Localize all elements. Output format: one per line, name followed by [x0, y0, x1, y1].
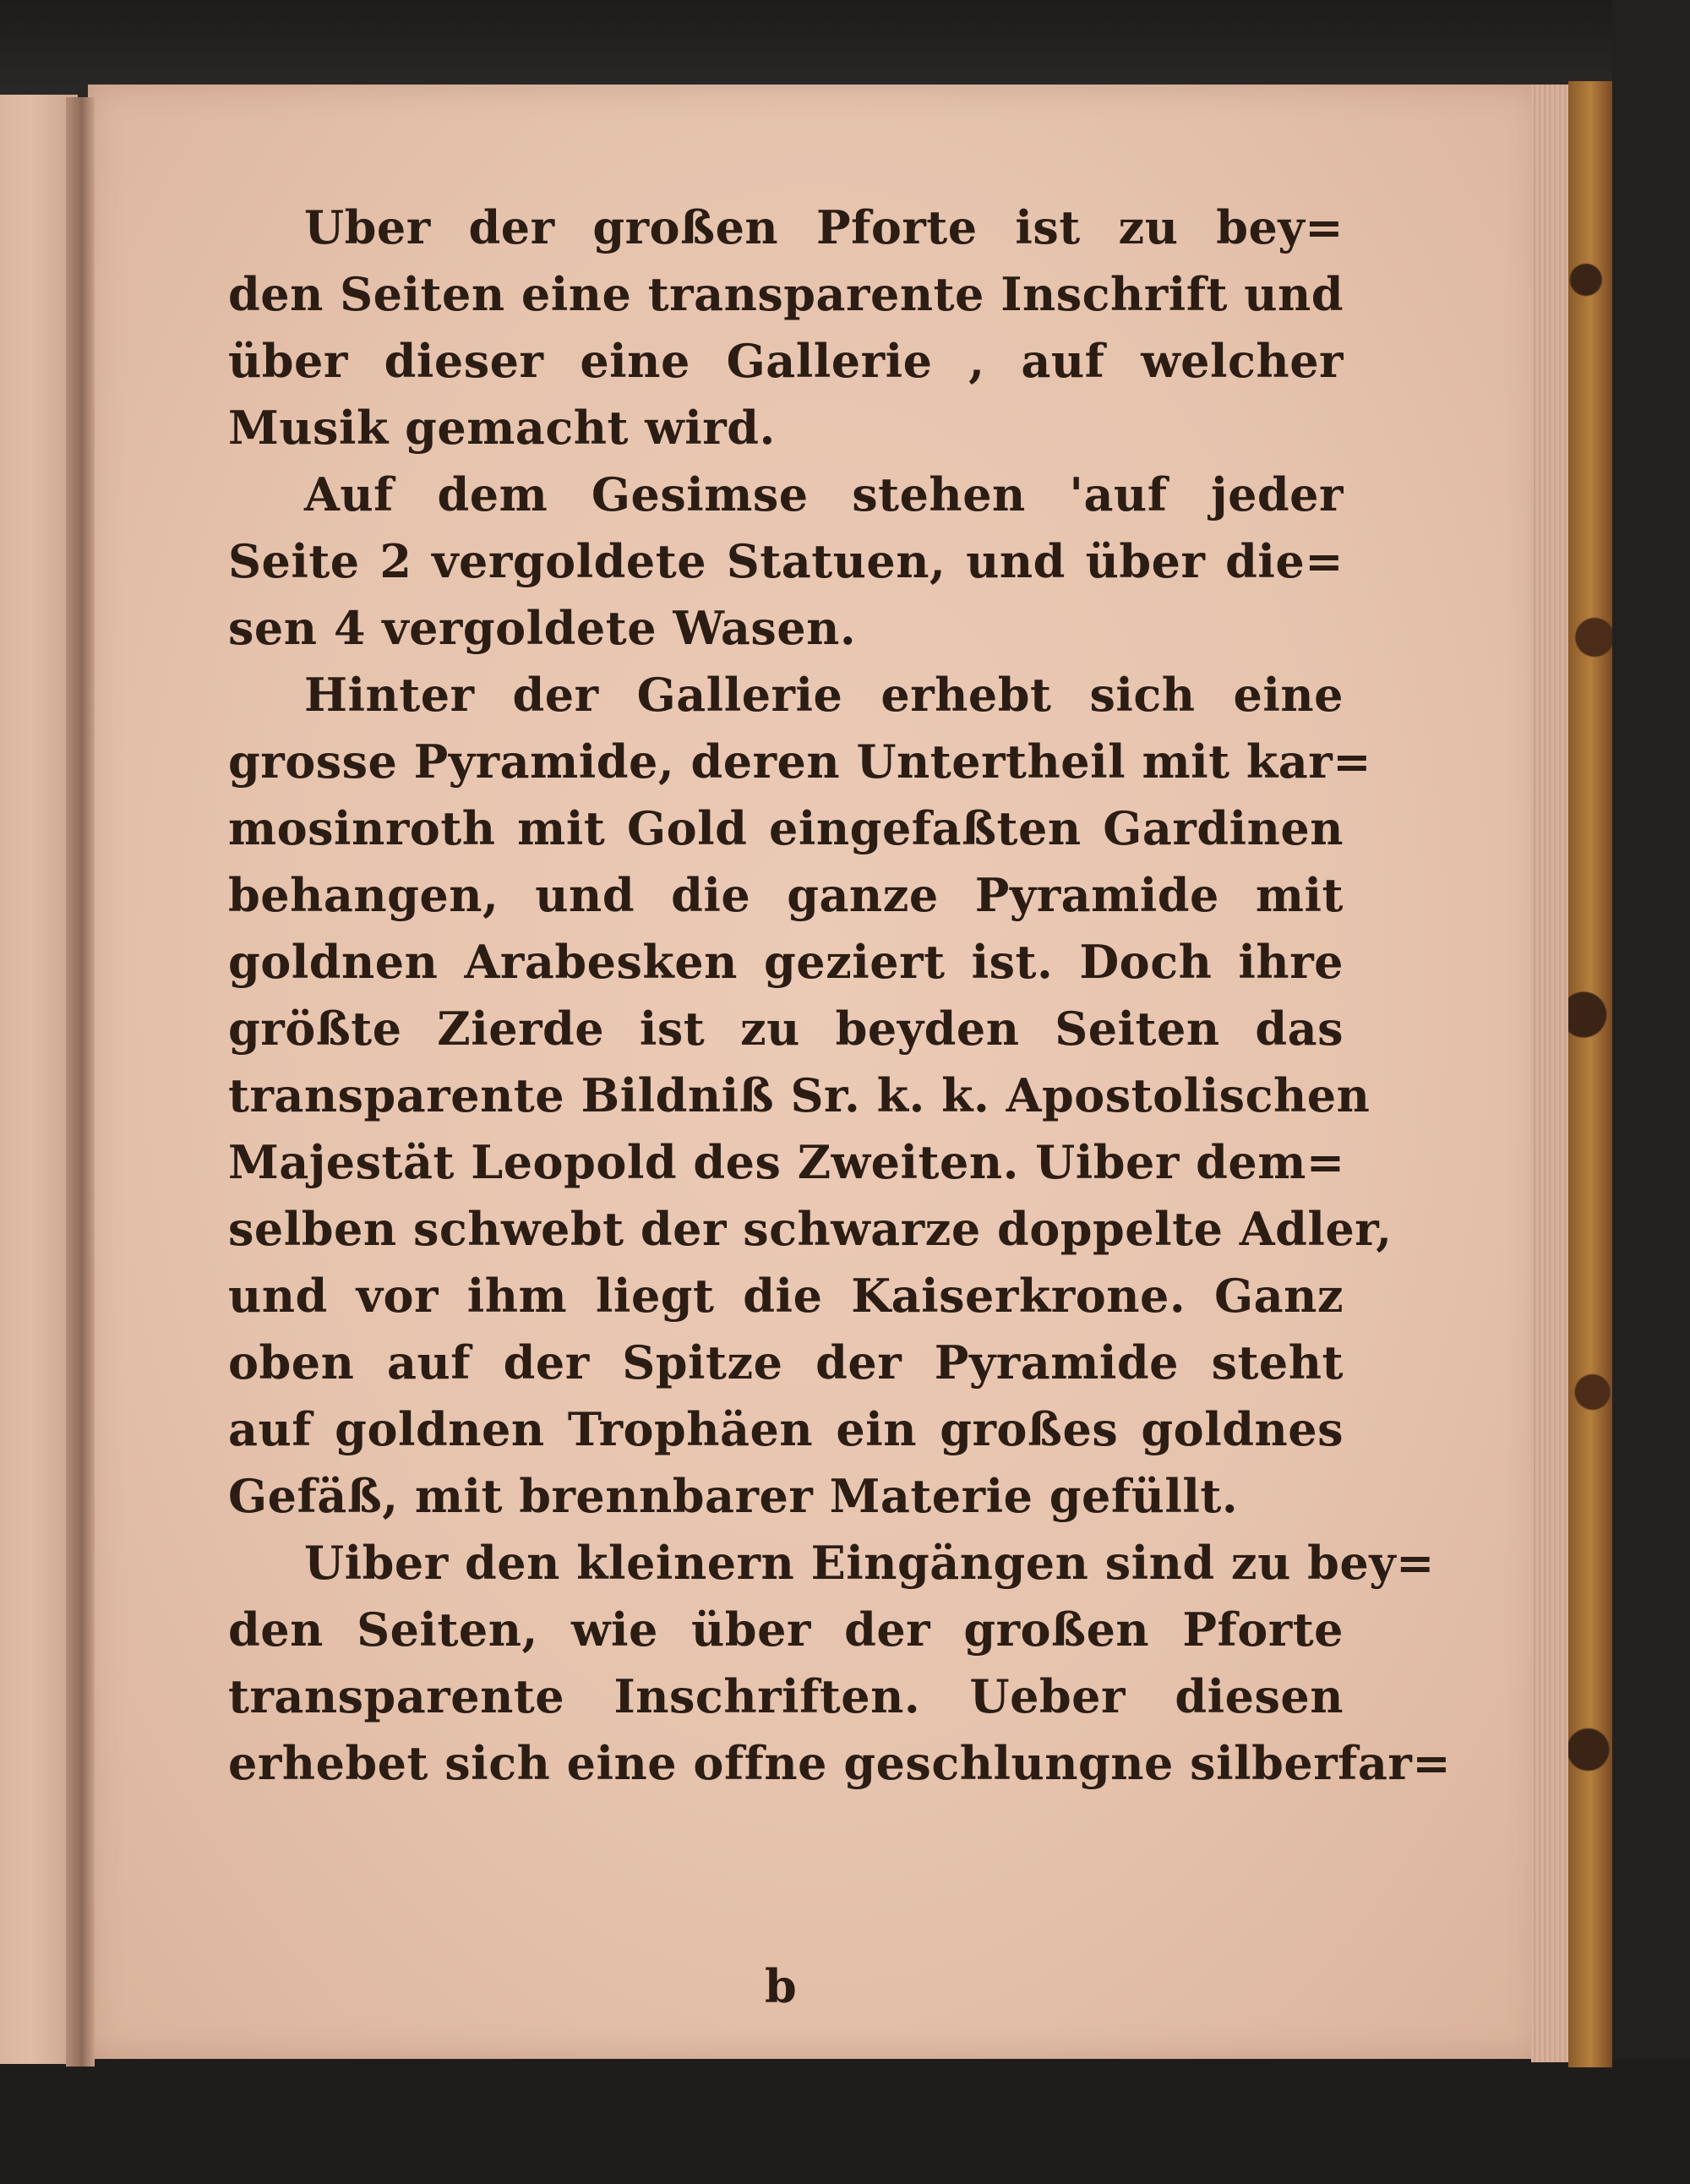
text-line: den Seiten eine transparente Inschrift und	[228, 267, 1344, 321]
text-line: selben schwebt der schwarze doppelte Adler,	[228, 1202, 1393, 1256]
text-line: transparente Bildniß Sr. k. k. Apostolischen	[228, 1068, 1371, 1122]
text-line: Auf dem Gesimse stehen 'auf jeder	[304, 467, 1344, 521]
text-line: Majestät Leopold des Zweiten. Uiber dem=	[228, 1135, 1345, 1189]
book-cover-edge	[1568, 81, 1612, 2067]
background-bottom	[0, 2059, 1690, 2184]
text-line: Gefäß, mit brennbarer Materie gefüllt.	[228, 1469, 1239, 1523]
book-gutter	[66, 97, 95, 2067]
text-line: auf goldnen Trophäen ein großes goldnes	[228, 1402, 1344, 1456]
background-right	[1612, 0, 1690, 2184]
text-line: den Seiten, wie über der großen Pforte	[228, 1603, 1344, 1657]
text-line: Seite 2 vergoldete Statuen, und über die=	[228, 534, 1344, 588]
text-line: oben auf der Spitze der Pyramide steht	[228, 1335, 1344, 1390]
text-line: erhebet sich eine offne geschlungne silberfar=	[228, 1736, 1452, 1790]
text-line: mosinroth mit Gold eingefaßten Gardinen	[228, 801, 1344, 855]
text-line: größte Zierde ist zu beyden Seiten das	[228, 1002, 1344, 1056]
text-line: Uiber den kleinern Eingängen sind zu bey=	[304, 1536, 1435, 1590]
text-line: sen 4 vergoldete Wasen.	[228, 601, 857, 655]
text-line: goldnen Arabesken geziert ist. Doch ihre	[228, 935, 1344, 989]
text-line: behangen, und die ganze Pyramide mit	[228, 868, 1344, 922]
text-line: grosse Pyramide, deren Untertheil mit kar=	[228, 734, 1371, 789]
text-line: über dieser eine Gallerie , auf welcher	[228, 334, 1344, 388]
catchword: b	[765, 1959, 797, 2013]
text-line: Hinter der Gallerie erhebt sich eine	[304, 668, 1344, 722]
text-line: Musik gemacht wird.	[228, 401, 776, 455]
page-text	[228, 194, 1452, 1797]
text-line: transparente Inschriften. Ueber diesen	[228, 1669, 1344, 1723]
text-line: und vor ihm liegt die Kaiserkrone. Ganz	[228, 1269, 1344, 1323]
text-line: Uber der großen Pforte ist zu bey=	[304, 200, 1344, 254]
